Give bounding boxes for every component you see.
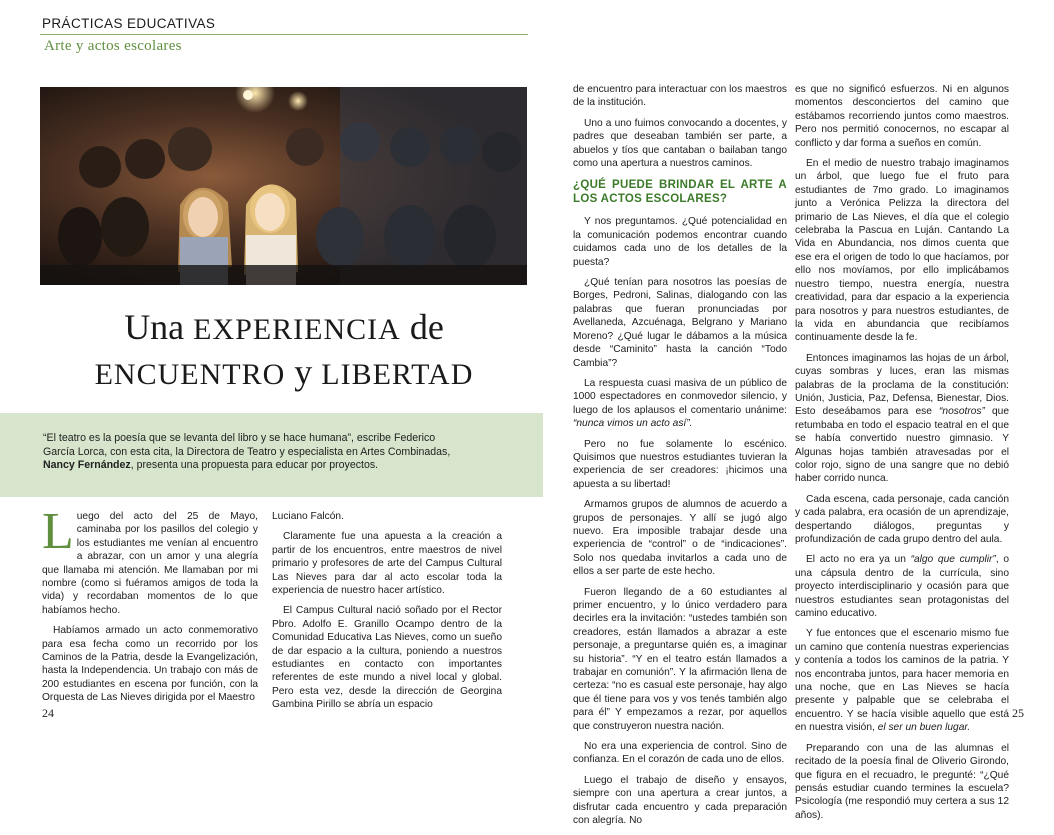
paragraph-text: El acto no era ya un <box>806 554 906 566</box>
column-2 <box>272 510 502 719</box>
paragraph: Habíamos armado un acto conmemorativo para esa fecha como un recorrido por los Caminos de la Patria, desde la Evangelización, hasta la Independencia. Un trabajo con más de 200 estudiantes en escena por función, con la Orquesta de Las Nieves dirigida por el Maestro <box>42 625 258 704</box>
paragraph-text: , o una cápsula dentro de la currícula, sino proyecto interdisciplinario y ocasión para que nuestros estudiantes sean protagonistas del camino educativo. <box>795 554 1009 620</box>
paragraph-text: Y fue entonces que el escenario mismo fue un camino que contenía nuestras experiencias y contenía a todos los caminos de la patria. Y nos encontraba juntos, para hacer memoria en una noche, que en Las Nieves se hacía presente y palpable que se celebraba el encuentro. Y se hacía visible aquello que está en nuestra visión, <box>795 628 1009 734</box>
paragraph-text: uego del acto del 25 de Mayo, caminaba por los pasillos del colegio y los estudiantes me venían al encuentro a abrazar, con un amor y una alegría que llamaba mi atención. Me llamaban por mi nombre (como si fuéramos amigos de toda la vida) y recordaban momentos de lo que habíamos hecho. <box>42 511 258 616</box>
article-title <box>40 306 528 396</box>
title-word: ENCUENTRO <box>94 358 286 391</box>
audience-illustration <box>40 87 527 285</box>
paragraph-text: La respuesta cuasi masiva de un público de 1000 espectadores en conmovedor silencio, y luego de los aplausos el comentario unánime: <box>573 377 787 416</box>
quote-text: “algo que cumplir” <box>910 554 996 566</box>
paragraph: Cada escena, cada personaje, cada canción y cada palabra, era ocasión de un aprendizaje, despertando diálogos, preguntas y profundización de cada grupo dentro del aula. <box>795 493 1009 545</box>
paragraph: El Campus Cultural nació soñado por el Rector Pbro. Adolfo E. Granillo Ocampo dentro de la Comunidad Educativa Las Nieves, como un sueño de dar espacio a la cultura, poniendo a nuestros estudiantes en contacto con importantes referentes de este mundo a nivel local y global. Pero esta vez, desde la dirección de Georgina Gambina Pirillo se abría un espacio <box>272 605 502 711</box>
paragraph: Pero no fue solamente lo escénico. Quisimos que nuestros estudiantes tuvieran la experiencia de ser creadores: ¡hicimos una apuesta a su libertad! <box>573 438 787 490</box>
paragraph: ¿Qué tenían para nosotros las poesías de Borges, Pedroni, Salinas, dialogando con las palabras que fueran pronunciadas por Avellaneda, Azcuénaga, Belgrano y Mariano Moreno? ¿Qué lugar le dábamos a la música desde “Caminito” hasta la canción “Todo Cambia”? <box>573 277 787 369</box>
paragraph: de encuentro para interactuar con los maestros de la institución. <box>573 84 787 109</box>
audience-photo <box>40 87 527 285</box>
title-word: y <box>294 352 313 392</box>
paragraph: es que no significó esfuerzos. Ni en algunos momentos desconciertos del camino que estábamos recorriendo juntos como maestros. Pero nos permitió conocernos, no escapar al conflicto y dar forma a sueños en común. <box>795 84 1009 149</box>
paragraph <box>573 377 787 431</box>
page-number-left: 24 <box>42 706 54 720</box>
paragraph: En el medio de nuestro trabajo imaginamos un árbol, que luego fue el fruto para estudiantes de 7mo grado. Lo imaginamos junto a Verónica Pelizza la directora del primario de Las Nieves, el día que el colegio celebraba la Pascua en Luján. Cantando La Vida en Abundancia, nos dimos cuenta que ese era el origen de todo lo que hacíamos, por ello nos movíamos, por ello implicábamos nuestro tiempo, nuestra energía, nuestra creatividad, para dar espacio a la experiencia para nosotros y para nuestros estudiantes, de la vida en abundancia que recibíamos continuamente desde la fe. <box>795 158 1009 344</box>
title-word: Una <box>124 307 185 347</box>
title-line-1 <box>40 306 528 351</box>
paragraph <box>795 553 1009 620</box>
section-label: PRÁCTICAS EDUCATIVAS <box>42 16 216 31</box>
paragraph: No era una experiencia de control. Sino de confianza. En el corazón de cada uno de ellos. <box>573 741 787 766</box>
paragraph: Uno a uno fuimos convocando a docentes, y padres que deseaban también ser parte, a abuelos y tíos que cantaban o bailaban tango como una apertura a nuestros caminos. <box>573 117 787 170</box>
quote-text: “nunca vimos un acto así”. <box>573 418 693 430</box>
title-line-2 <box>40 351 528 396</box>
column-4 <box>795 83 1009 829</box>
column-3 <box>573 83 787 835</box>
paragraph: Preparando con una de las alumnas el recitado de la poesía final de Oliverio Girondo, que figura en el recuadro, le pregunté: “¿Qué pensás estudiar cuando termines la escuela? Psicología (me respondió muy certera a sus 12 años). <box>795 742 1009 821</box>
lead-author: Nancy Fernández <box>43 459 131 471</box>
header-rule <box>40 34 528 35</box>
paragraph-text: Entonces imaginamos las hojas de un árbol, cuyas sombras y luces, eran las mismas palabras de la proclama de la constitución: Unión, Justicia, Paz, Defensa, Bienestar, Dios. Esto deseábamos para ese <box>795 352 1009 418</box>
title-word: de <box>409 307 444 347</box>
quote-text: el ser un buen lugar. <box>877 722 971 734</box>
paragraph: Fueron llegando de a 60 estudiantes al primer encuentro, y lo único verdadero para decirles era la invitación: “ustedes también son creadores, están llamados a abrazar a este personaje, a preguntarse quién es, a imaginar su historia”. “Y en el teatro están llamados a trabajar en comunión”. Y la afirmación llena de certeza: “no es casual este personaje, hay algo que él tiene para vos y vos tenés también algo para él” Y empezamos a rezar, por aquellos que construyeron nuestra nación. <box>573 586 787 732</box>
quote-text: “nosotros” <box>939 406 985 418</box>
column-1 <box>42 503 258 712</box>
title-word: EXPERIENCIA <box>193 313 401 346</box>
paragraph: Armamos grupos de alumnos de acuerdo a grupos de personajes. Y allí se jugó algo nuevo. Era imposible trabajar desde una experiencia de “control” o de “indicaciones”. Solo nos quedaba invitarlos a cada uno de ellos a ser parte de este hecho. <box>573 499 787 578</box>
paragraph: Claramente fue una apuesta a la creación a partir de los encuentros, entre maestros de nivel primario y profesores de arte del Campus Cultural Las Nieves para dar al acto escolar toda la experiencia de nuestro hacer artístico. <box>272 531 502 597</box>
paragraph <box>795 627 1009 734</box>
lead-text <box>43 432 463 473</box>
subsection-label: Arte y actos escolares <box>44 38 182 54</box>
lead-sentence: “El teatro es la poesía que se levanta del libro y se hace humana”, escribe Federico García Lorca, con esta cita, la Directora de Teatro y especialista en Artes Combinadas, <box>43 432 451 458</box>
paragraph: Luego el trabajo de diseño y ensayos, siempre con una apertura a crear juntos, a disfrutar cada encuentro y cada preparación con alegría. No <box>573 774 787 827</box>
drop-cap: L <box>42 503 74 560</box>
paragraph-text: que retumbaba en todo el espacio teatral en el que se había convertido nuestro gimnasio. Y Algunas hojas también atravesadas por el color rojo, signo de una sangre que no debió haber corrido nunca. <box>795 406 1009 485</box>
page-number-right: 25 <box>1012 706 1024 720</box>
title-word: LIBERTAD <box>321 358 474 391</box>
paragraph: Luciano Falcón. <box>272 511 344 522</box>
paragraph: Y nos preguntamos. ¿Qué potencialidad en la comunicación podemos encontrar cuando cuidamos cada uno de los detalles de la puesta? <box>573 216 787 268</box>
paragraph <box>795 352 1009 486</box>
lead-sentence-end: , presenta una propuesta para educar por proyectos. <box>130 459 379 471</box>
section-heading: ¿QUÉ PUEDE BRINDAR EL ARTE A LOS ACTOS ESCOLARES? <box>573 179 787 206</box>
paragraph <box>42 503 258 617</box>
